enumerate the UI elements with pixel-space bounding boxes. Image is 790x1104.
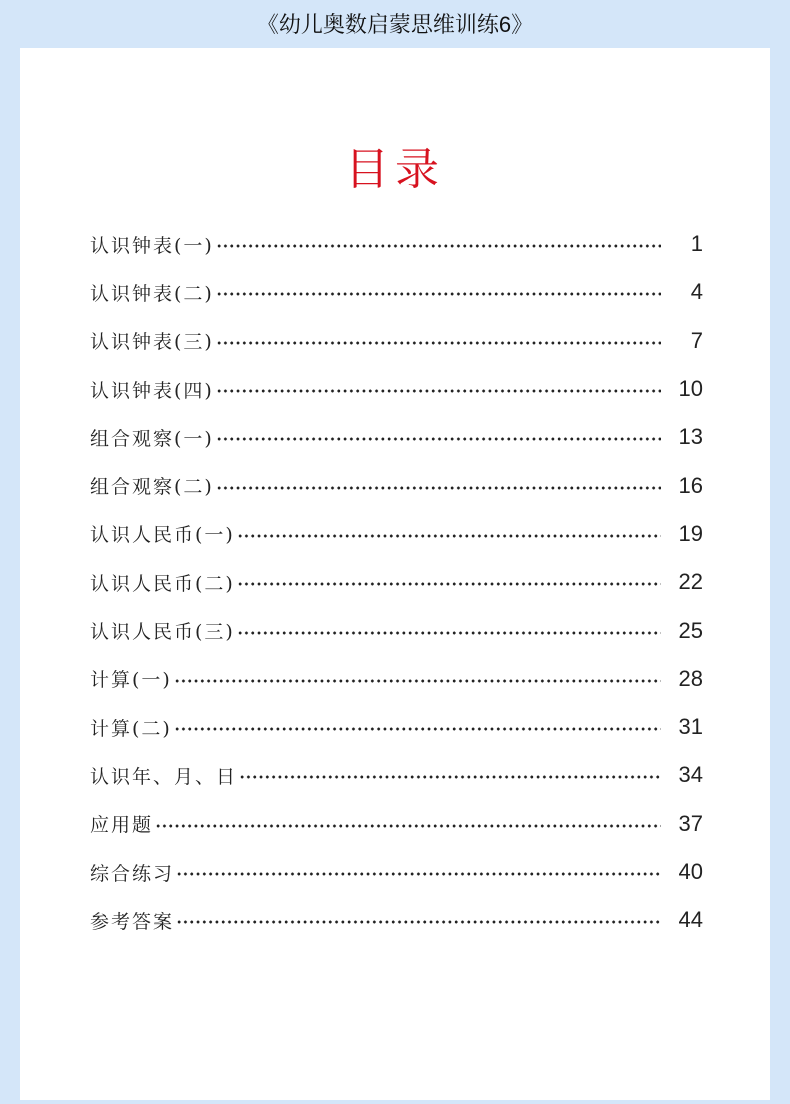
toc-entry[interactable] [90, 365, 703, 413]
toc-entry-label: 认识钟表(二) [90, 282, 214, 305]
toc-entry-label: 认识钟表(三) [90, 331, 214, 354]
toc-entry[interactable] [90, 268, 703, 316]
toc-entry[interactable] [90, 510, 703, 558]
dot-leader [237, 534, 661, 538]
toc-entry-label: 综合练习 [90, 862, 175, 885]
toc-entry-label: 参考答案 [90, 910, 175, 933]
dot-leader [237, 631, 661, 635]
dot-leader [174, 679, 661, 683]
toc-entry[interactable] [90, 558, 703, 606]
toc-entry-page: 13 [678, 424, 703, 450]
toc-entry-page: 31 [678, 714, 703, 740]
toc-entry-page: 22 [678, 569, 703, 595]
toc-entry[interactable] [90, 461, 703, 509]
dot-leader [239, 775, 661, 779]
toc-entry-label: 认识年、月、日 [90, 765, 238, 788]
toc-entry[interactable] [90, 317, 703, 365]
dot-leader [216, 292, 661, 296]
dot-leader [155, 824, 661, 828]
toc-entry-label: 组合观察(一) [90, 427, 214, 450]
toc-entry-label: 认识钟表(一) [90, 234, 214, 257]
dot-leader [216, 437, 661, 441]
dot-leader [237, 582, 661, 586]
dot-leader [176, 920, 661, 924]
toc-entry-label: 认识人民币(一) [90, 524, 235, 547]
book-title: 《幼儿奥数启蒙思维训练6》 [256, 12, 534, 37]
toc-entry-page: 10 [678, 376, 703, 402]
toc-entry[interactable] [90, 751, 703, 799]
toc-entry-label: 应用题 [90, 814, 154, 837]
toc-entry-page: 34 [678, 762, 703, 788]
toc-entry[interactable] [90, 703, 703, 751]
toc-entry[interactable] [90, 220, 703, 268]
toc-entry-page: 44 [678, 907, 703, 933]
toc-entry[interactable] [90, 800, 703, 848]
toc-entry[interactable] [90, 413, 703, 461]
toc-entry-page: 25 [678, 617, 703, 643]
toc-entry-label: 认识钟表(四) [90, 379, 214, 402]
toc-entry[interactable] [90, 606, 703, 654]
toc-entry-label: 认识人民币(二) [90, 572, 235, 595]
toc-entry-page: 4 [690, 279, 703, 305]
toc-page [20, 48, 770, 1100]
toc-entry-page: 40 [678, 859, 703, 884]
toc-entry-label: 认识人民币(三) [90, 621, 235, 644]
toc-entry-page: 19 [678, 520, 703, 546]
table-of-contents [90, 220, 703, 944]
dot-leader [216, 389, 661, 393]
toc-entry-page: 1 [690, 231, 703, 257]
dot-leader [216, 486, 661, 490]
toc-entry-label: 组合观察(二) [90, 476, 214, 499]
dot-leader [216, 341, 661, 345]
dot-leader [216, 244, 661, 248]
dot-leader [174, 727, 661, 731]
toc-entry-page: 7 [690, 327, 703, 353]
dot-leader [176, 872, 661, 876]
toc-entry-label: 计算(二) [90, 717, 172, 740]
toc-entry[interactable] [90, 848, 703, 896]
toc-entry-page: 16 [678, 472, 703, 498]
toc-entry[interactable] [90, 655, 703, 703]
page-title: 目录 [345, 144, 445, 195]
toc-entry-page: 28 [678, 665, 703, 691]
toc-entry-label: 计算(一) [90, 669, 172, 692]
toc-entry[interactable] [90, 896, 703, 944]
toc-entry-page: 37 [678, 810, 703, 836]
